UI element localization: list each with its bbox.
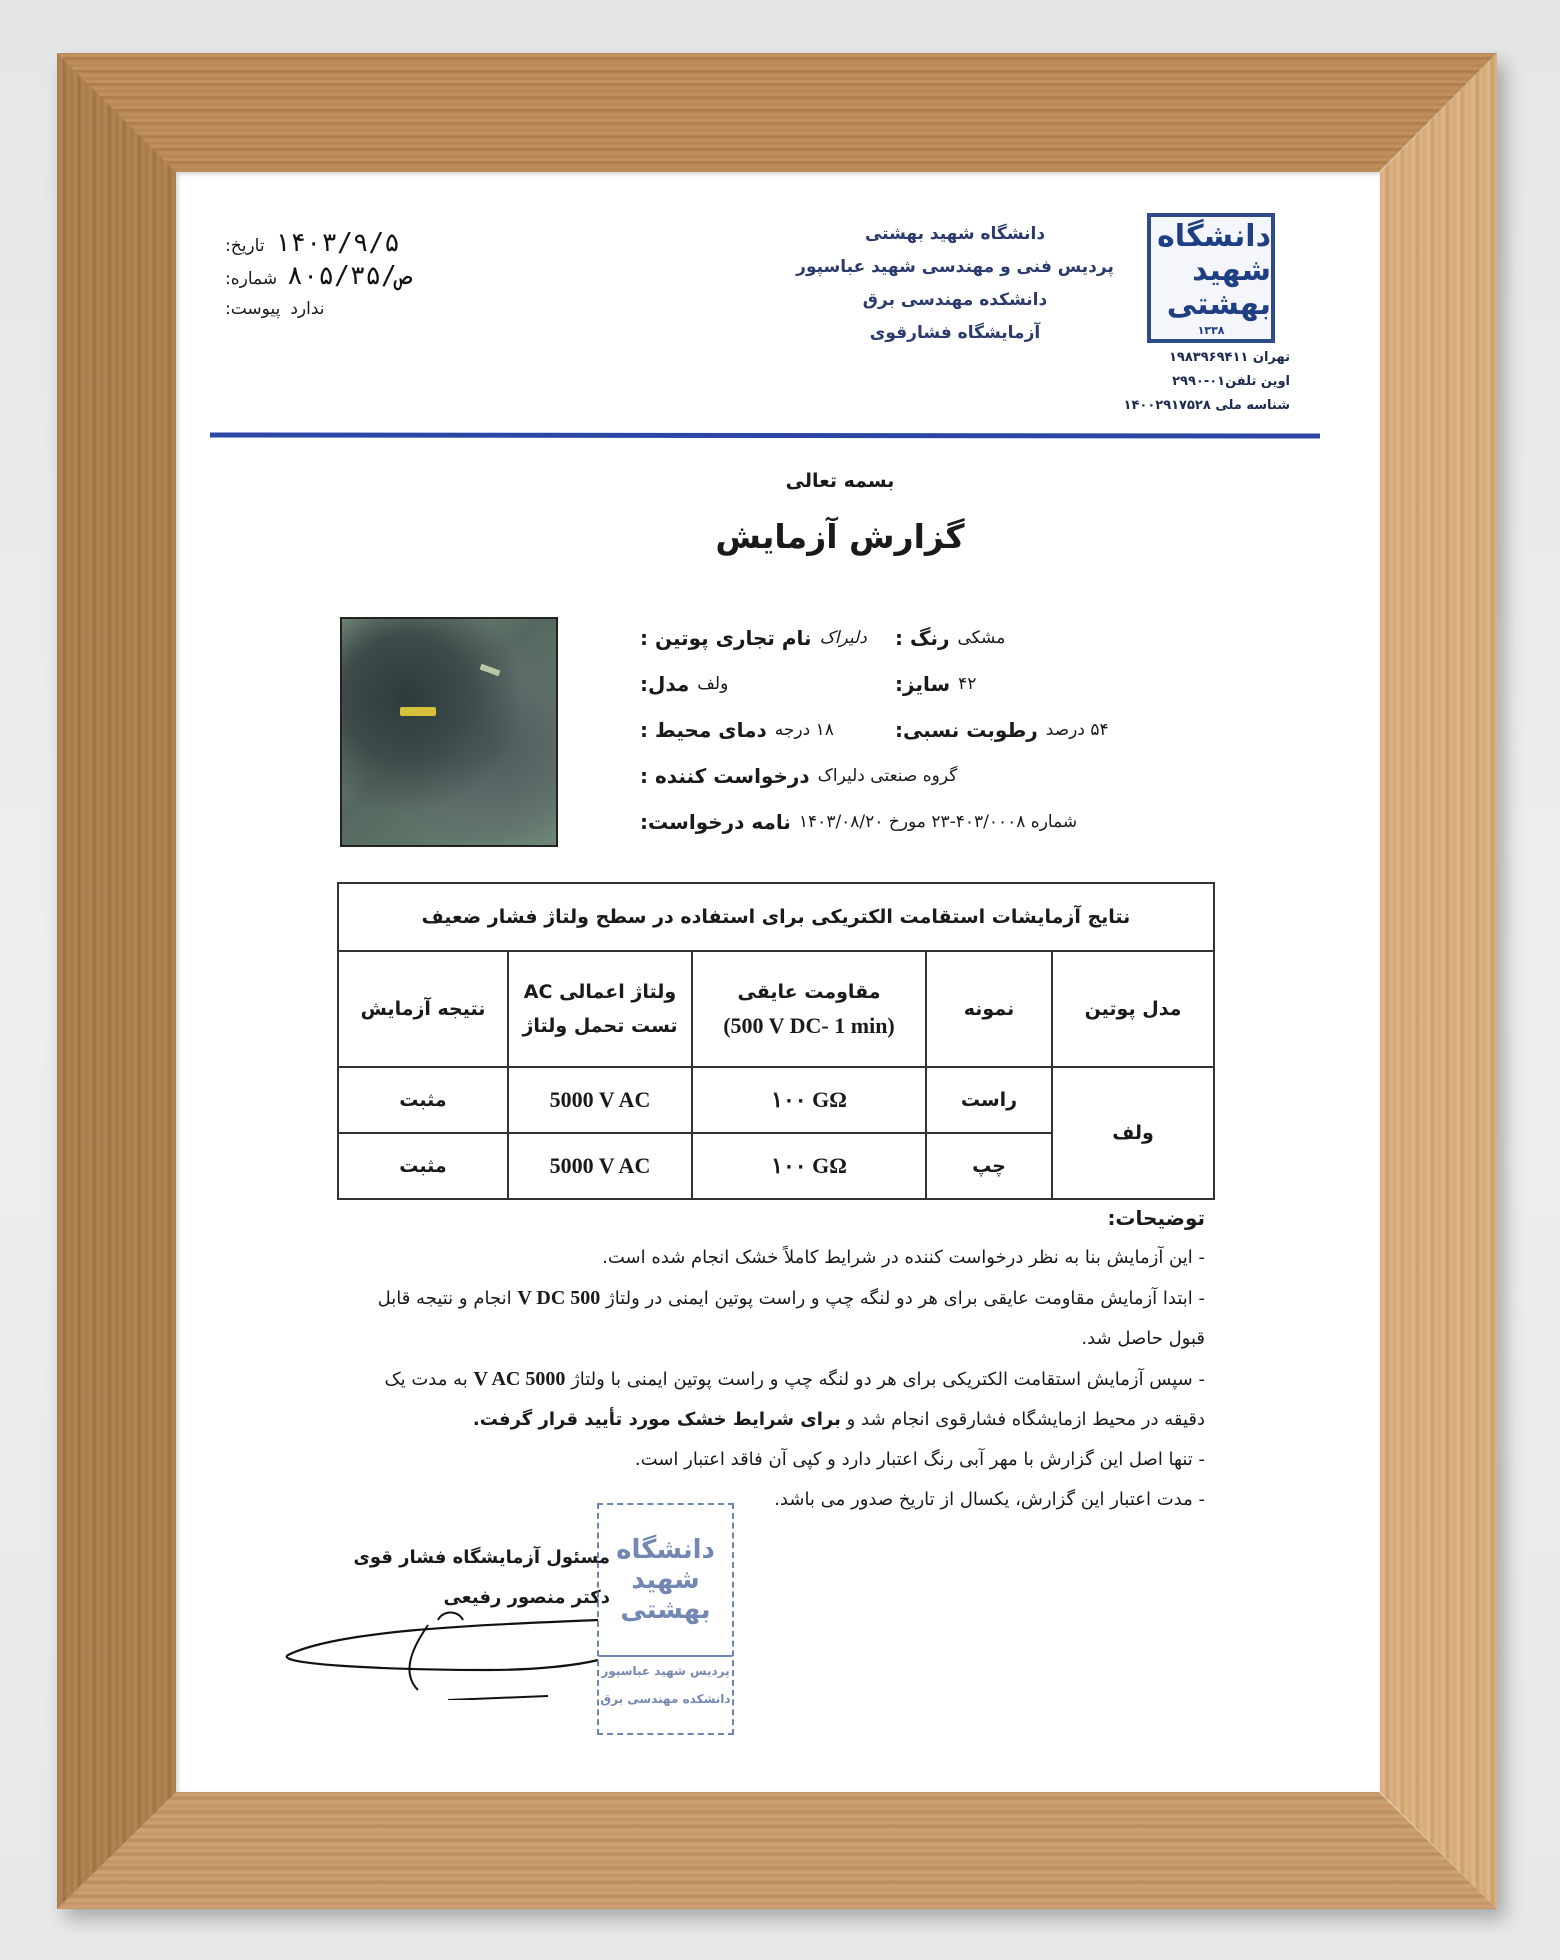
logo-text: دانشگاه شهید بهشتی <box>1157 218 1271 322</box>
letter-meta <box>225 228 465 324</box>
letter-label: نامه درخواست: <box>640 810 791 834</box>
organization-block <box>780 218 1130 350</box>
brand-value: دلیراک <box>819 628 867 648</box>
note-item: - مدت اعتبار این گزارش، یکسال از تاریخ صدور می باشد. <box>774 1489 1205 1510</box>
brand-label: نام تجاری پوتین : <box>640 626 812 650</box>
info-row-requester <box>640 753 1210 799</box>
signatory-name: دکتر منصور رفیعی <box>443 1587 610 1608</box>
note-item <box>345 1359 1205 1440</box>
stamp-line2: دانشکده مهندسی برق <box>600 1692 731 1706</box>
table-row <box>338 1067 1214 1133</box>
cell-insulation: ۱۰۰ GΩ <box>692 1133 926 1199</box>
header-divider <box>210 433 1320 439</box>
info-row-environment <box>640 707 1210 753</box>
header-sample: نمونه <box>926 951 1052 1067</box>
cell-voltage: 5000 V AC <box>508 1133 692 1199</box>
cell-insulation: ۱۰۰ GΩ <box>692 1067 926 1133</box>
header-insulation-line1: مقاومت عایقی <box>737 981 881 1003</box>
results-table <box>337 882 1215 1200</box>
notes-section <box>345 1198 1205 1520</box>
handwritten-signature <box>278 1580 608 1700</box>
header-insulation <box>692 951 926 1067</box>
requester-value: گروه صنعتی دلیراک <box>817 766 958 786</box>
humidity-label: رطوبت نسبی: <box>895 718 1038 742</box>
temperature-value: ۱۸ درجه <box>774 720 834 740</box>
signatory-role: مسئول آزمایشگاه فشار قوی <box>353 1547 610 1568</box>
cell-result: مثبت <box>338 1133 508 1199</box>
contact-address: تهران ۱۹۸۳۹۶۹۴۱۱ <box>1169 350 1290 365</box>
header-voltage-line2: تست تحمل ولتاژ <box>522 1015 678 1037</box>
table-caption: نتایج آزمایشات استقامت الکتریکی برای استفاده در سطح ولتاژ فشار ضعیف <box>338 883 1214 951</box>
boot-label-tag <box>400 707 436 716</box>
info-row-letter <box>640 799 1210 845</box>
number-row <box>225 261 465 294</box>
letter-value: شماره ۴۰۳/۰۰۰۸-۲۳ مورخ ۱۴۰۳/۰۸/۲۰ <box>798 812 1078 832</box>
table-header-row <box>338 951 1214 1067</box>
header-voltage <box>508 951 692 1067</box>
info-row-brand <box>640 615 1210 661</box>
cell-sample: چپ <box>926 1133 1052 1199</box>
note-text: انجام و نتیجه قابل قبول حاصل شد. <box>377 1288 1205 1349</box>
date-row <box>225 228 465 261</box>
contact-phone: اوین تلفن۰۱-۲۹۹۰ <box>1172 374 1290 389</box>
frame-bottom-border <box>57 1792 1497 1909</box>
attachment-value: ندارد <box>290 299 325 319</box>
note-voltage-dc: 500 V DC <box>517 1287 601 1309</box>
cell-voltage: 5000 V AC <box>508 1067 692 1133</box>
requester-label: درخواست کننده : <box>640 764 810 788</box>
date-label: تاریخ: <box>225 236 265 256</box>
header-voltage-line1: ولتاژ اعمالی AC <box>523 981 677 1003</box>
page-title: گزارش آزمایش <box>715 517 965 556</box>
size-value: ۴۲ <box>958 674 977 694</box>
org-university: دانشگاه شهید بهشتی <box>864 224 1046 244</box>
university-logo <box>1147 213 1275 343</box>
logo-year: ۱۳۳۸ <box>1197 323 1225 337</box>
attachment-row <box>225 294 465 324</box>
contact-national-id: شناسه ملی ۱۴۰۰۲۹۱۷۵۲۸ <box>1123 398 1290 413</box>
size-label: سایز: <box>895 672 951 696</box>
model-label: مدل: <box>640 672 690 696</box>
date-value: ۱۴۰۳/۹/۵ <box>274 228 400 258</box>
basmala: بسمه تعالی <box>785 470 895 492</box>
stamp-logo: دانشگاه شهید بهشتی <box>599 1505 732 1657</box>
frame-left-border <box>57 53 176 1909</box>
official-stamp <box>597 1503 734 1735</box>
header-model: مدل پوتین <box>1052 951 1214 1067</box>
note-text: - سپس آزمایش استقامت الکتریکی برای هر دو لنگه چپ و راست پوتین ایمنی با ولتاژ <box>565 1369 1205 1390</box>
boot-photo <box>340 617 558 847</box>
header-result: نتیجه آزمایش <box>338 951 508 1067</box>
cell-model: ولف <box>1052 1067 1214 1199</box>
cell-result: مثبت <box>338 1067 508 1133</box>
temperature-label: دمای محیط : <box>640 718 767 742</box>
org-faculty: دانشکده مهندسی برق <box>862 290 1048 310</box>
org-lab: آزمایشگاه فشارقوی <box>869 323 1041 343</box>
notes-title: توضیحات: <box>1107 1206 1205 1230</box>
org-campus: پردیس فنی و مهندسی شهید عباسپور <box>796 257 1114 277</box>
note-approval: برای شرایط خشک مورد تأیید قرار گرفت. <box>472 1409 841 1430</box>
number-label: شماره: <box>225 269 278 289</box>
model-value: ولف <box>697 674 729 694</box>
note-voltage-ac: 5000 V AC <box>473 1368 566 1390</box>
number-value: ص/۸۰۵/۳۵ <box>287 261 413 291</box>
contact-info <box>1110 346 1290 418</box>
product-info <box>640 615 1210 845</box>
boot-label-tag-secondary <box>480 664 501 676</box>
note-item: - تنها اصل این گزارش با مهر آبی رنگ اعتبار دارد و کپی آن فاقد اعتبار است. <box>634 1449 1205 1470</box>
note-item: - این آزمایش بنا به نظر درخواست کننده در شرایط کاملاً خشک انجام شده است. <box>602 1247 1205 1268</box>
color-value: مشکی <box>957 628 1006 648</box>
cell-sample: راست <box>926 1067 1052 1133</box>
humidity-value: ۵۴ درصد <box>1045 720 1109 740</box>
header-insulation-line2: (500 V DC- 1 min) <box>723 1013 895 1038</box>
color-label: رنگ : <box>895 626 950 650</box>
info-row-model <box>640 661 1210 707</box>
stamp-line1: پردیس شهید عباسپور <box>601 1664 730 1678</box>
note-item <box>345 1278 1205 1359</box>
note-text: - ابتدا آزمایش مقاومت عایقی برای هر دو لنگه چپ و راست پوتین ایمنی در ولتاژ <box>600 1288 1205 1309</box>
frame-top-border <box>57 53 1497 172</box>
note-text: به مدت یک دقیقه در محیط ازمایشگاه فشارقوی انجام شد و <box>384 1369 1205 1430</box>
frame-right-border <box>1380 53 1497 1909</box>
attachment-label: پیوست: <box>225 299 281 319</box>
